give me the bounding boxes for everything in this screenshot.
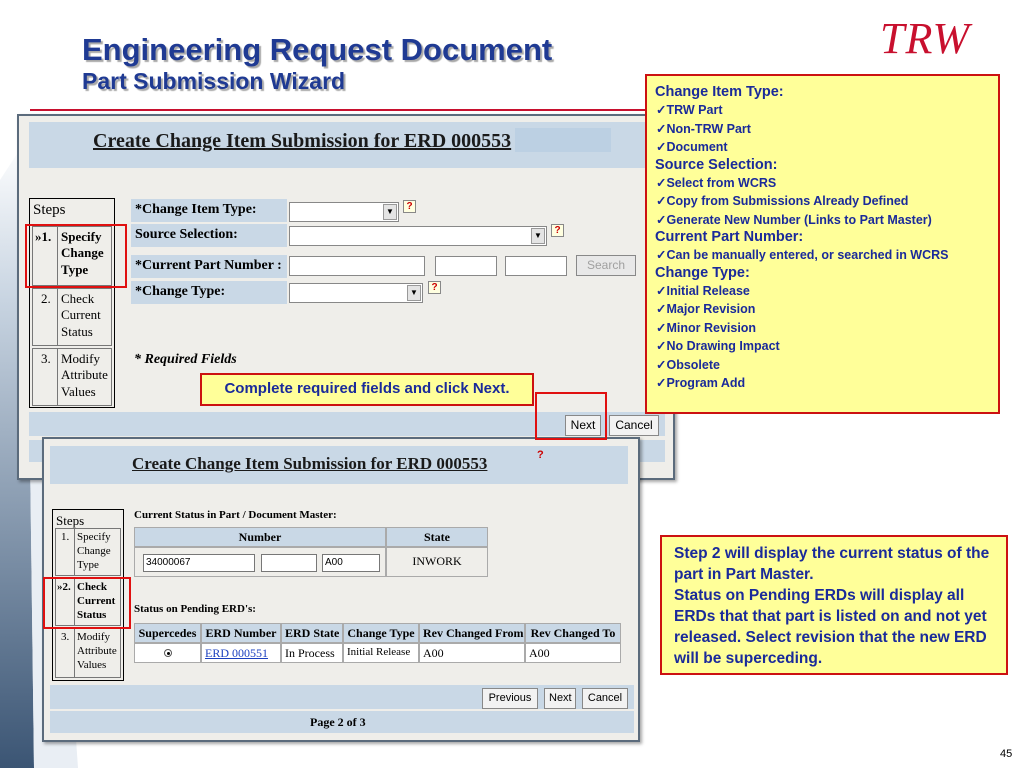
change-item-callout [645, 74, 1000, 414]
status-state-cell: INWORK [386, 547, 488, 577]
step-3[interactable] [55, 628, 121, 678]
source-selection-select[interactable] [289, 226, 547, 246]
pending-erd-state-cell: In Process [281, 643, 343, 663]
cancel-button[interactable]: Cancel [609, 415, 659, 436]
current-part-number-label: *Current Part Number : [131, 255, 287, 278]
callout-heading: Change Item Type: [655, 84, 784, 100]
callout-heading: Current Part Number: [655, 229, 804, 245]
callout-item: ✓Non-TRW Part [656, 121, 751, 136]
part-revision-input[interactable] [505, 256, 567, 276]
step-2[interactable] [32, 288, 112, 346]
search-button[interactable]: Search [576, 255, 636, 276]
part-number-field[interactable]: 34000067 [143, 554, 255, 572]
change-item-type-select[interactable] [289, 202, 399, 222]
part-revision-field[interactable]: A00 [322, 554, 380, 572]
window-header [50, 446, 628, 484]
change-type-label: *Change Type: [131, 281, 287, 304]
pending-erd-number-cell [201, 643, 281, 663]
step2-callout-line2: Status on Pending ERDs will display all ERDs that that part is listed on and not yet released. Select revision that the new ERD will be superceding. [674, 587, 987, 667]
current-status-label: Current Status in Part / Document Master: [134, 509, 337, 521]
step-label: Specify Change Type [77, 531, 111, 571]
callout-item: ✓Copy from Submissions Already Defined [656, 194, 909, 208]
pending-header-erd-state: ERD State [281, 623, 343, 643]
slide-title: Engineering Request Document [82, 32, 553, 67]
steps-title: Steps [33, 202, 66, 218]
help-icon[interactable]: ? [403, 200, 416, 213]
change-item-callout-text [655, 84, 995, 393]
title-divider [30, 109, 650, 111]
erd-link[interactable]: ERD 000551 [205, 646, 268, 660]
callout-item: ✓Obsolete [656, 357, 720, 372]
window-title: Create Change Item Submission for ERD 000553 [132, 454, 488, 473]
next-button[interactable]: Next [544, 688, 576, 709]
change-type-select[interactable] [289, 283, 423, 303]
step-1[interactable] [55, 528, 121, 576]
window-title [93, 130, 511, 153]
step-number: 2. [41, 291, 51, 306]
step-label: Check Current Status [61, 291, 101, 339]
slide-subtitle: Part Submission Wizard [82, 68, 346, 94]
required-fields-note: * Required Fields [134, 352, 237, 367]
callout-item: ✓Document [656, 140, 728, 154]
callout-item: ✓Generate New Number (Links to Part Master) [656, 212, 932, 227]
part-number-input[interactable] [289, 256, 425, 276]
status-header-state: State [386, 527, 488, 547]
step-number: 1. [61, 531, 70, 543]
help-icon[interactable]: ? [551, 224, 564, 237]
next-button-highlight [535, 392, 607, 440]
previous-button[interactable]: Previous [482, 688, 538, 709]
callout-heading: Source Selection: [655, 156, 778, 173]
pending-header-change-type: Change Type [343, 623, 419, 643]
pending-header-rev-from: Rev Changed From [419, 623, 525, 643]
step-label: Specify Change Type [61, 229, 104, 277]
callout-item: ✓Program Add [656, 376, 746, 390]
erd-highlight [515, 128, 611, 152]
source-selection-label: Source Selection: [131, 224, 287, 247]
pending-erds-label: Status on Pending ERD's: [134, 603, 256, 615]
cancel-button[interactable]: Cancel [582, 688, 628, 709]
callout-item: ✓TRW Part [656, 103, 723, 117]
chevron-down-icon: ▼ [383, 204, 397, 220]
chevron-down-icon: ▼ [531, 228, 545, 244]
pending-header-supercedes: Supercedes [134, 623, 201, 643]
pending-change-type-cell: Initial Release [343, 643, 419, 663]
window-title-prefix: Create Change Item Submission for ERD [93, 130, 452, 152]
window-header [29, 122, 655, 168]
step-3[interactable] [32, 348, 112, 406]
window-step2 [42, 437, 640, 742]
help-icon[interactable]: ? [537, 449, 544, 461]
page-indicator: Page 2 of 3 [310, 715, 366, 729]
step-label: Modify Attribute Values [61, 351, 108, 399]
step-label: Check Current Status [77, 581, 116, 621]
callout-heading: Change Type: [655, 264, 750, 281]
step-label: Modify Attribute Values [77, 631, 117, 671]
callout-item: ✓Major Revision [656, 302, 756, 316]
next-button[interactable]: Next [565, 415, 601, 436]
supercedes-radio[interactable] [164, 649, 172, 657]
step2-highlight [43, 577, 131, 629]
steps-title: Steps [56, 513, 85, 528]
callout-item: ✓Initial Release [656, 283, 750, 298]
complete-fields-callout: Complete required fields and click Next. [200, 373, 534, 406]
step-number: 3. [61, 631, 70, 643]
callout-item: ✓Minor Revision [656, 320, 757, 335]
step1-highlight [25, 224, 127, 288]
help-icon[interactable]: ? [428, 281, 441, 294]
part-number-field-2[interactable] [261, 554, 317, 572]
pending-header-rev-to: Rev Changed To [525, 623, 621, 643]
supercedes-radio-cell [134, 643, 201, 663]
page-number: 45 [1000, 748, 1013, 760]
pending-rev-to-cell: A00 [525, 643, 621, 663]
part-number-input-2[interactable] [435, 256, 497, 276]
trw-logo: TRW [880, 14, 971, 63]
step-number: 3. [41, 351, 51, 366]
status-header-number: Number [134, 527, 386, 547]
chevron-down-icon: ▼ [407, 285, 421, 301]
callout-item: ✓Can be manually entered, or searched in WCRS [656, 248, 949, 262]
pending-header-erd-number: ERD Number [201, 623, 281, 643]
window-title-erd: 000553 [451, 130, 512, 152]
callout-item: ✓Select from WCRS [656, 175, 777, 190]
change-item-type-label: *Change Item Type: [131, 199, 287, 222]
callout-item: ✓No Drawing Impact [656, 339, 780, 353]
step2-callout [660, 535, 1008, 675]
step-number: »2. [57, 581, 71, 593]
pending-rev-from-cell: A00 [419, 643, 525, 663]
step-number: »1. [35, 229, 52, 244]
step2-callout-line1: Step 2 will display the current status of the part in Part Master. [674, 545, 990, 583]
